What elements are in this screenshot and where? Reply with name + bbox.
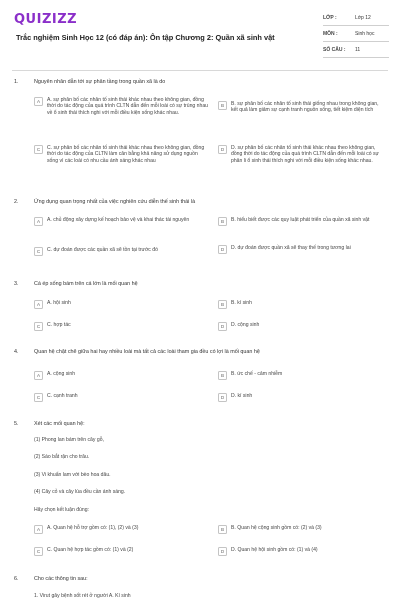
option-letter-box: D <box>218 322 227 331</box>
option-letter-box: B <box>218 101 227 110</box>
option-a[interactable] <box>34 217 210 226</box>
meta-value: 11 <box>355 46 361 53</box>
option-d[interactable] <box>218 547 386 556</box>
option-c[interactable] <box>34 247 210 256</box>
option-b[interactable] <box>218 217 386 226</box>
meta-row-class <box>323 10 389 26</box>
option-letter-box: C <box>34 145 43 154</box>
statement-line: (1) Phong lan bám trên cây gỗ, <box>34 437 104 443</box>
statement-line: (3) Vi khuẩn lam với bèo hoa dâu. <box>34 472 111 478</box>
option-d[interactable] <box>218 245 386 254</box>
question-text: Xét các mối quan hệ: <box>34 421 85 427</box>
option-letter-box: D <box>218 245 227 254</box>
option-text: D. kí sinh <box>231 393 253 399</box>
question-3 <box>14 281 386 329</box>
option-letter-box: B <box>218 217 227 226</box>
option-text: A. Quan hệ hỗ trợ gồm có: (1), (2) và (3) <box>47 525 139 531</box>
option-text: D. Quan hệ hội sinh gồm có: (1) và (4) <box>231 547 318 553</box>
question-6 <box>14 576 386 599</box>
option-letter-box: C <box>34 322 43 331</box>
statement-line: (2) Sáo bắt rận cho trâu. <box>34 454 90 460</box>
quizizz-logo: QUIZIZZ <box>14 12 78 27</box>
worksheet-header <box>0 0 400 68</box>
question-text: Ứng dụng quan trọng nhất của việc nghiên cứu diễn thế sinh thái là <box>34 199 196 205</box>
option-letter-box: D <box>218 145 227 154</box>
option-letter-box: A <box>34 371 43 380</box>
option-text: C. Quan hệ hợp tác gồm có: (1) và (2) <box>47 547 134 553</box>
question-5 <box>14 421 386 554</box>
option-text: B. hiểu biết được các quy luật phát triển của quần xã sinh vật <box>231 217 370 223</box>
option-b[interactable] <box>218 101 386 114</box>
meta-key: MÔN : <box>323 30 338 37</box>
option-text: A. cộng sinh <box>47 371 76 377</box>
option-text: C. cạnh tranh <box>47 393 78 399</box>
question-number: 4. <box>14 349 19 355</box>
option-a[interactable] <box>34 525 210 534</box>
question-number: 2. <box>14 199 19 205</box>
statement-line: (4) Cây cỏ và cây lúa đều cần ánh sáng. <box>34 489 126 495</box>
question-number: 1. <box>14 79 19 85</box>
option-a[interactable] <box>34 300 210 309</box>
question-number: 3. <box>14 281 19 287</box>
option-letter-box: B <box>218 525 227 534</box>
meta-row-count <box>323 42 389 58</box>
option-b[interactable] <box>218 371 386 380</box>
option-letter-box: D <box>218 547 227 556</box>
option-c[interactable] <box>34 547 210 556</box>
option-letter-box: A <box>34 217 43 226</box>
question-4 <box>14 349 386 400</box>
question-2 <box>14 199 386 254</box>
option-letter-box: C <box>34 247 43 256</box>
question-text: Quan hệ chặt chẽ giữa hai hay nhiều loài mà tất cả các loài tham gia đều có lợi là mối quan hệ <box>34 349 260 355</box>
option-letter-box: D <box>218 393 227 402</box>
option-text: A. hội sinh <box>47 300 71 306</box>
worksheet-title: Trắc nghiệm Sinh Học 12 (có đáp án): Ôn tập Chương 2: Quần xã sinh vật <box>16 33 275 42</box>
option-c[interactable] <box>34 393 210 402</box>
meta-value: Lớp 12 <box>355 14 371 21</box>
option-text: B. sự phân bố các nhân tố sinh thái giống nhau trong không gian, kết quả làm giảm sự cạnh tranh nguồn sống, tiết kiệm diện tích <box>231 101 379 114</box>
statement-line: 1. Virut gây bệnh sốt rét ở người A. Kí sinh <box>34 593 131 599</box>
option-c[interactable] <box>34 145 210 164</box>
option-text: D. cộng sinh <box>231 322 260 328</box>
option-letter-box: C <box>34 393 43 402</box>
option-text: B. ức chế - cảm nhiễm <box>231 371 283 377</box>
question-text: Cá ép sống bám trên cá lớn là mối quan hệ <box>34 281 138 287</box>
option-letter-box: B <box>218 371 227 380</box>
option-letter-box: A <box>34 97 43 106</box>
question-text: Nguyên nhân dẫn tới sự phân tầng trong quần xã là do <box>34 79 166 85</box>
meta-key: LỚP : <box>323 14 337 21</box>
option-d[interactable] <box>218 393 386 402</box>
option-letter-box: A <box>34 300 43 309</box>
option-text: D. sự phân bố các nhân tố sinh thái khác nhau theo không gian, đồng thời do tác động của quá trình CLTN dẫn đến mỗi loài có sự phân li ổ sinh thái thích nghi với mỗi điều kiện sống khác nhau. <box>231 145 379 164</box>
option-text: B. kí sinh <box>231 300 252 306</box>
option-text: C. sự phân bố các nhân tố sinh thái khác nhau theo không gian, đồng thời do tác động của CLTN làm cân bằng khả năng sử dụng nguồn sống vì các loài có nhu cầu ánh sáng khác nhau <box>47 145 205 164</box>
question-number: 6. <box>14 576 19 582</box>
header-divider <box>12 70 388 71</box>
option-b[interactable] <box>218 300 386 309</box>
question-1 <box>14 79 386 164</box>
option-letter-box: B <box>218 300 227 309</box>
option-text: C. dự đoán được các quần xã sẽ tồn tại trước đó <box>47 247 158 253</box>
meta-key: SỐ CÂU : <box>323 46 346 53</box>
option-text: B. Quan hệ cộng sinh gồm có: (2) và (3) <box>231 525 322 531</box>
meta-row-subject <box>323 26 389 42</box>
option-c[interactable] <box>34 322 210 331</box>
option-d[interactable] <box>218 145 386 164</box>
instruction-line: Hãy chọn kết luận đúng: <box>34 507 89 513</box>
option-letter-box: A <box>34 525 43 534</box>
question-number: 5. <box>14 421 19 427</box>
option-letter-box: C <box>34 547 43 556</box>
option-text: A. chủ động xây dựng kế hoạch bảo vệ và khai thác tài nguyên <box>47 217 190 223</box>
meta-value: Sinh học <box>355 30 375 37</box>
meta-table <box>323 10 389 58</box>
option-d[interactable] <box>218 322 386 331</box>
option-text: A. sự phân bố các nhân tố sinh thái khác nhau theo không gian, đồng thời do tác động của quá trình CLTN dẫn đến mỗi loài có sự trùng nhau về ổ sinh thái thích nghi với mỗi điều kiện sống khác nhau. <box>47 97 208 116</box>
option-b[interactable] <box>218 525 386 534</box>
option-text: D. dự đoán được quần xã sẽ thay thế trong tương lai <box>231 245 351 251</box>
question-text: Cho các thông tin sau: <box>34 576 88 582</box>
option-a[interactable] <box>34 371 210 380</box>
option-text: C. hợp tác <box>47 322 71 328</box>
option-a[interactable] <box>34 97 210 116</box>
